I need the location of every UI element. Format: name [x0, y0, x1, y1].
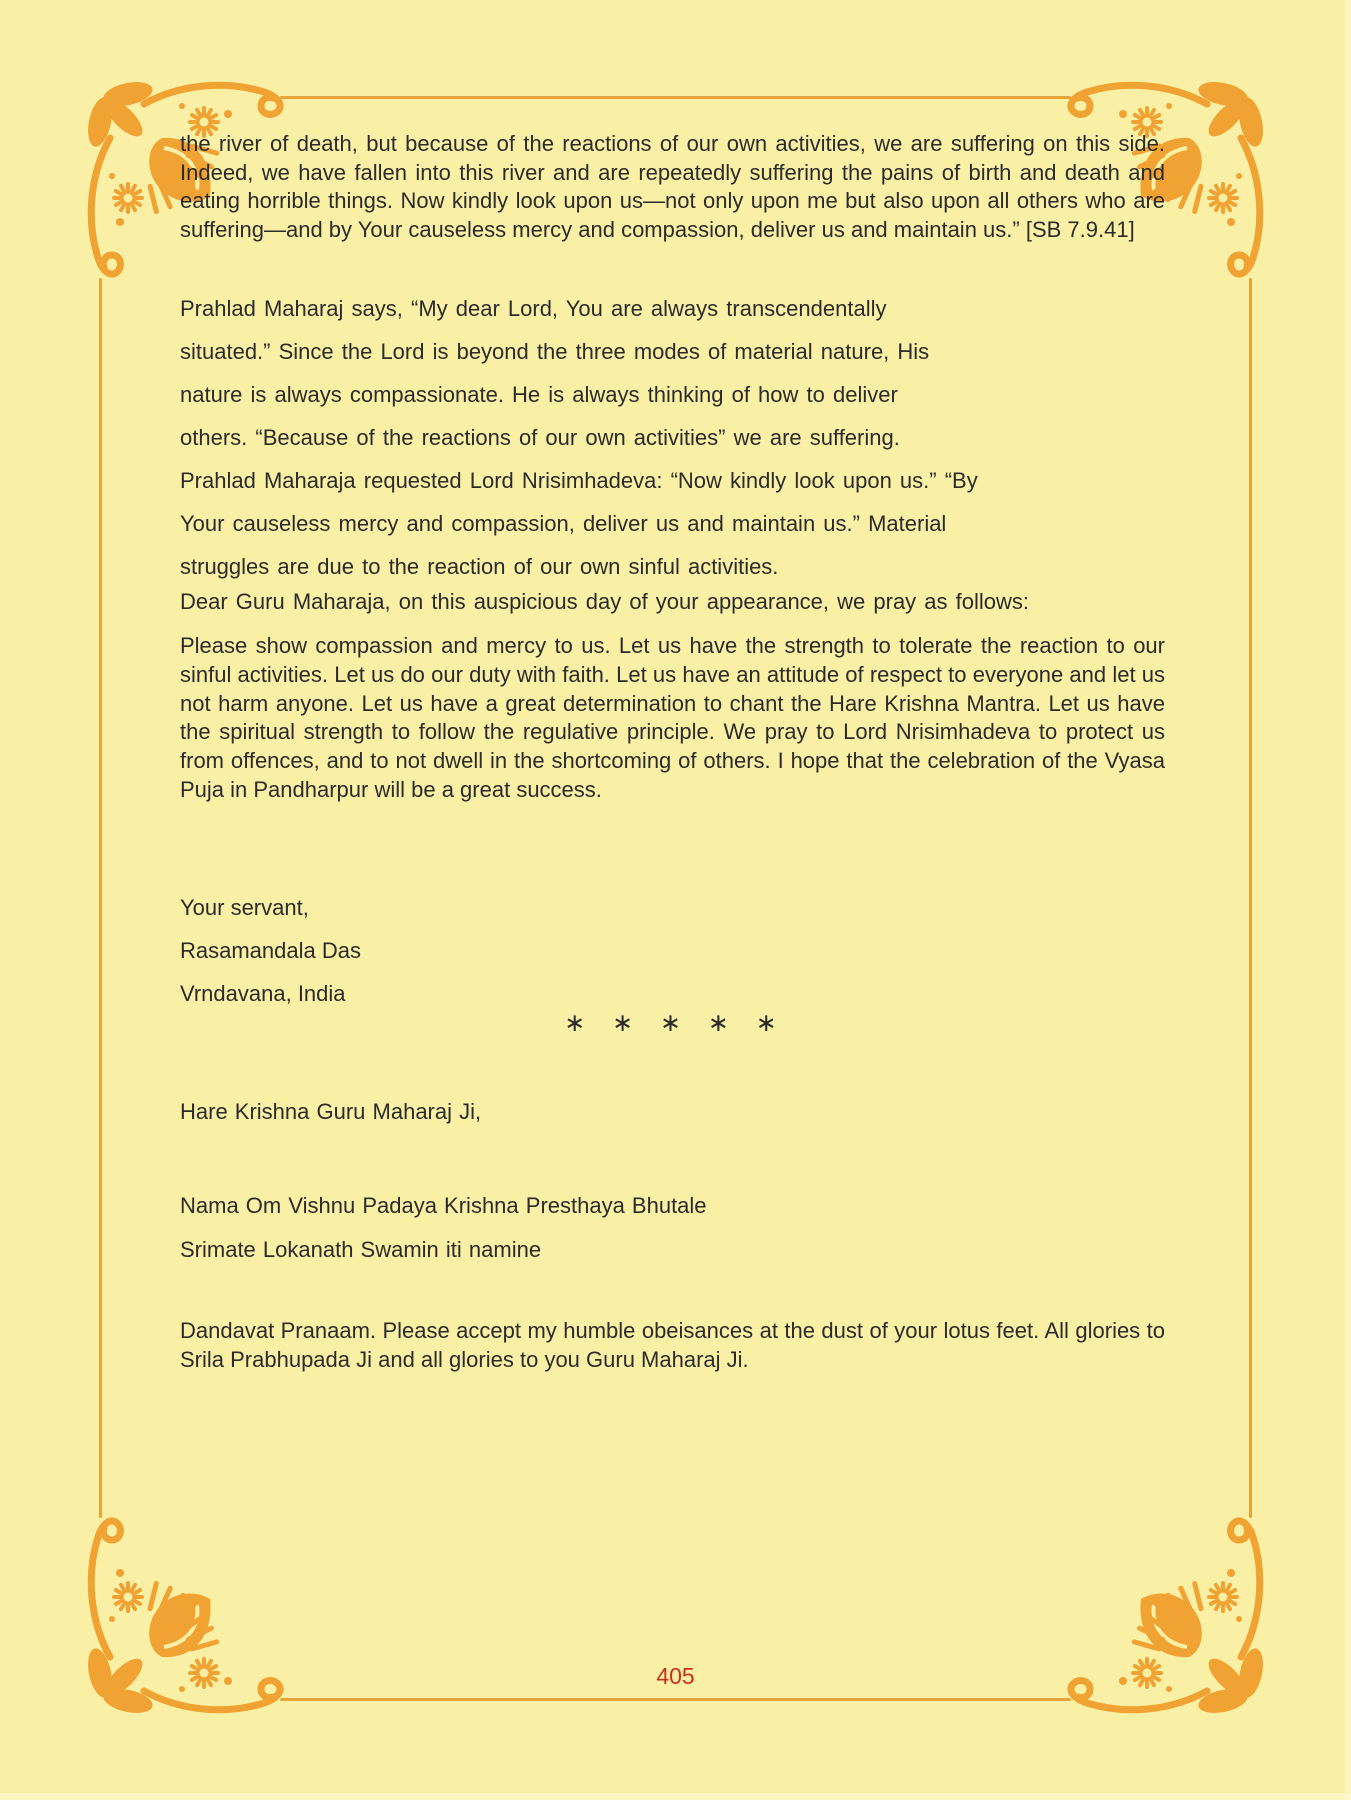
letter-line: Prahlad Maharaj says, “My dear Lord, You are always transcendentally	[180, 296, 887, 321]
floral-corner-ornament-icon	[78, 1508, 293, 1723]
letter-line: Prahlad Maharaja requested Lord Nrisimhadeva: “Now kindly look upon us.” “By	[180, 468, 978, 493]
asterisk-divider: ∗ ∗ ∗ ∗ ∗	[564, 1009, 787, 1037]
letter-line: situated.” Since the Lord is beyond the three modes of material nature, His	[180, 339, 930, 364]
mantra-block	[180, 1184, 1165, 1272]
paragraph-obeisance: Dandavat Pranaam. Please accept my humble obeisances at the dust of your lotus feet. All glories to Srila Prabhupada Ji and all glories to you Guru Maharaj Ji.	[180, 1318, 1165, 1372]
floral-corner-ornament-icon	[1058, 1508, 1273, 1723]
signature-line: Rasamandala Das	[180, 938, 361, 963]
signature-line: Vrndavana, India	[180, 981, 346, 1006]
paragraph-prayer: Please show compassion and mercy to us. Let us have the strength to tolerate the reaction to our sinful activities. Let us do our duty with faith. Let us have an attitude of respect to everyone and let us not harm anyone. Let us have a great determination to chant the Hare Krishna Mantra. Let us have the spiritual strength to follow the regulative principle. We pray to Lord Nrisimhadeva to protect us from offences, and to not dwell in the shortcoming of others. I hope that the celebration of the Vyasa Puja in Pandharpur will be a great success.	[180, 633, 1165, 802]
page-number: 405	[656, 1663, 695, 1689]
signature-block	[180, 886, 1165, 1015]
border-line-bottom	[280, 1698, 1071, 1701]
signature-line: Your servant,	[180, 895, 309, 920]
mantra-line: Nama Om Vishnu Padaya Krishna Presthaya Bhutale	[180, 1193, 707, 1218]
letter-line: Your causeless mercy and compassion, deliver us and maintain us.” Material	[180, 511, 947, 536]
border-line-right	[1249, 278, 1252, 1518]
paragraph-river-of-death: the river of death, but because of the reactions of our own activities, we are suffering on this side. Indeed, we have fallen into this river and are repeatedly suffering the pains of birth and death and eating horrible things. Now kindly look upon us—not only upon me but also upon all others who are suffering—and by Your causeless mercy and compassion, deliver us and maintain us.” [SB 7.9.41]	[180, 131, 1165, 242]
salutation-line: Hare Krishna Guru Maharaj Ji,	[180, 1099, 482, 1124]
border-line-top	[280, 96, 1071, 99]
page-edge-highlight	[0, 1793, 1351, 1800]
page-edge-highlight	[1345, 0, 1351, 1800]
letter-line: nature is always compassionate. He is always thinking of how to deliver	[180, 382, 898, 407]
dear-guru-line: Dear Guru Maharaja, on this auspicious day of your appearance, we pray as follows:	[180, 589, 1029, 614]
letter-line: others. “Because of the reactions of our own activities” we are suffering.	[180, 425, 900, 450]
prahlad-commentary-lines	[180, 287, 1165, 588]
mantra-line: Srimate Lokanath Swamin iti namine	[180, 1237, 542, 1262]
border-line-left	[99, 278, 102, 1518]
letter-line: struggles are due to the reaction of our own sinful activities.	[180, 554, 779, 579]
